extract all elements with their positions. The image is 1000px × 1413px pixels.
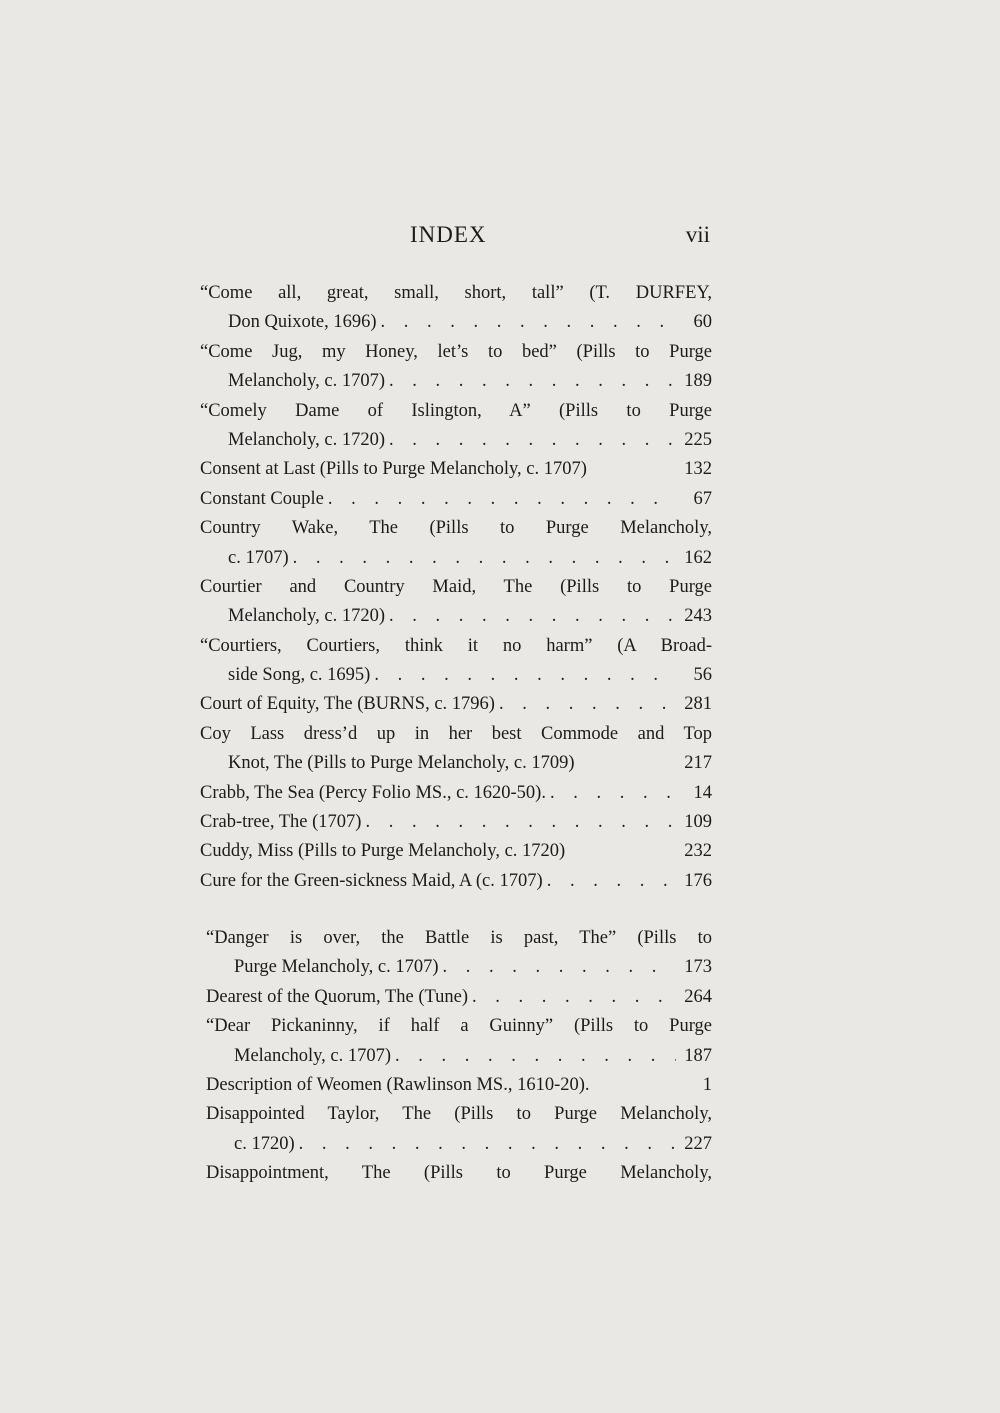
index-entry-text: Don Quixote, 1696) xyxy=(228,312,377,333)
index-page-ref: 227 xyxy=(684,1133,712,1154)
dot-leader xyxy=(395,1042,676,1071)
dot-leader xyxy=(547,867,676,896)
index-page-ref: 264 xyxy=(684,986,712,1007)
index-line: Disappointment, The (Pills to Purge Melancholy, xyxy=(206,1163,712,1184)
index-page-ref: 173 xyxy=(684,957,712,978)
index-entry-text: c. 1720) xyxy=(234,1133,295,1154)
index-entry-text: Knot, The (Pills to Purge Melancholy, c. 1709) xyxy=(228,753,575,774)
index-page-ref: 232 xyxy=(684,841,712,862)
running-head xyxy=(200,222,710,252)
index-line xyxy=(206,1130,712,1159)
dot-leader xyxy=(472,983,676,1012)
index-line: Disappointed Taylor, The (Pills to Purge Melancholy, xyxy=(206,1104,712,1125)
index-page-ref: 1 xyxy=(702,1074,712,1095)
index-line: “Dear Pickaninny, if half a Guinny” (Pills to Purge xyxy=(206,1016,712,1037)
index-page-ref: 67 xyxy=(693,488,712,509)
index-page-ref: 109 xyxy=(684,812,712,833)
index-line xyxy=(200,544,712,573)
index-line: “Comely Dame of Islington, A” (Pills to Purge xyxy=(200,400,712,421)
index-page-ref: 243 xyxy=(684,606,712,627)
dot-leader xyxy=(381,308,677,337)
dot-leader xyxy=(299,1130,676,1159)
index-entry-text: Crab-tree, The (1707) xyxy=(200,812,362,833)
dot-leader xyxy=(499,690,676,719)
index-entry-text: c. 1707) xyxy=(228,547,289,568)
dot-leader xyxy=(389,426,676,455)
index-entry-text: Court of Equity, The (BURNS, c. 1796) xyxy=(200,694,495,715)
index-entry-text: Melancholy, c. 1707) xyxy=(228,371,386,392)
index-line: “Come all, great, small, short, tall” (T. DURFEY, xyxy=(200,283,712,303)
index-line xyxy=(200,779,712,808)
index-line xyxy=(200,485,712,514)
index-line: Courtier and Country Maid, The (Pills to Purge xyxy=(200,576,712,597)
index-line xyxy=(200,367,712,396)
index-page-ref: 14 xyxy=(693,782,712,803)
index-line xyxy=(200,426,712,455)
index-entry-text: Constant Couple xyxy=(200,488,324,509)
dot-leader xyxy=(389,602,676,631)
index-page-ref: 281 xyxy=(684,694,712,715)
index-line xyxy=(206,1071,712,1100)
index-page-ref: 176 xyxy=(684,870,712,891)
dot-leader xyxy=(550,779,676,808)
index-entry-text: Dearest of the Quorum, The (Tune) xyxy=(206,986,469,1007)
index-line: “Come Jug, my Honey, let’s to bed” (Pills to Purge xyxy=(200,341,712,362)
index-page-ref: 162 xyxy=(684,547,712,568)
index-line xyxy=(206,1042,712,1071)
index-entry-text: Cuddy, Miss (Pills to Purge Melancholy, c. 1720) xyxy=(200,841,566,862)
index-entry-text: Cure for the Green-sickness Maid, A (c. 1707) xyxy=(200,870,543,891)
index-entry-text: Melancholy, c. 1707) xyxy=(234,1045,392,1066)
index-entry-text: side Song, c. 1695) xyxy=(228,665,371,686)
index-section-c xyxy=(200,279,712,896)
index-line xyxy=(200,749,712,778)
index-page-ref: 189 xyxy=(684,371,712,392)
index-line xyxy=(200,602,712,631)
index-line xyxy=(200,690,712,719)
index-entry-text: Crabb, The Sea (Percy Folio MS., c. 1620-50). xyxy=(200,782,546,803)
index-page-ref: 132 xyxy=(684,459,712,480)
index-line: Coy Lass dress’d up in her best Commode and Top xyxy=(200,723,712,744)
index-line: “Courtiers, Courtiers, think it no harm” (A Broad- xyxy=(200,635,712,656)
dot-leader xyxy=(293,544,676,573)
index-section-d xyxy=(206,924,712,1189)
index-entry-text: Purge Melancholy, c. 1707) xyxy=(234,957,439,978)
dot-leader xyxy=(389,367,676,396)
index-page-ref: 60 xyxy=(693,312,712,333)
index-line: “Danger is over, the Battle is past, The” (Pills to xyxy=(206,928,712,948)
index-line xyxy=(200,808,712,837)
index-line xyxy=(200,308,712,337)
index-page-ref: 187 xyxy=(684,1045,712,1066)
index-line: Country Wake, The (Pills to Purge Melancholy, xyxy=(200,518,712,539)
dot-leader xyxy=(374,661,676,690)
index-entry-text: Melancholy, c. 1720) xyxy=(228,429,386,450)
dot-leader xyxy=(328,485,676,514)
index-page-ref: 225 xyxy=(684,429,712,450)
page-number: vii xyxy=(685,222,710,247)
index-entry-text: Description of Weomen (Rawlinson MS., 1610-20). xyxy=(206,1074,590,1095)
dot-leader xyxy=(443,953,677,982)
index-page-ref: 217 xyxy=(684,753,712,774)
index-line xyxy=(200,837,712,866)
index-line xyxy=(200,455,712,484)
index-entry-text: Melancholy, c. 1720) xyxy=(228,606,386,627)
index-line xyxy=(206,983,712,1012)
dot-leader xyxy=(365,808,676,837)
index-line xyxy=(200,867,712,896)
index-line xyxy=(206,953,712,982)
page-title: INDEX xyxy=(410,222,487,247)
index-page-ref: 56 xyxy=(693,665,712,686)
index-entry-text: Consent at Last (Pills to Purge Melancholy, c. 1707) xyxy=(200,459,587,480)
index-line xyxy=(200,661,712,690)
